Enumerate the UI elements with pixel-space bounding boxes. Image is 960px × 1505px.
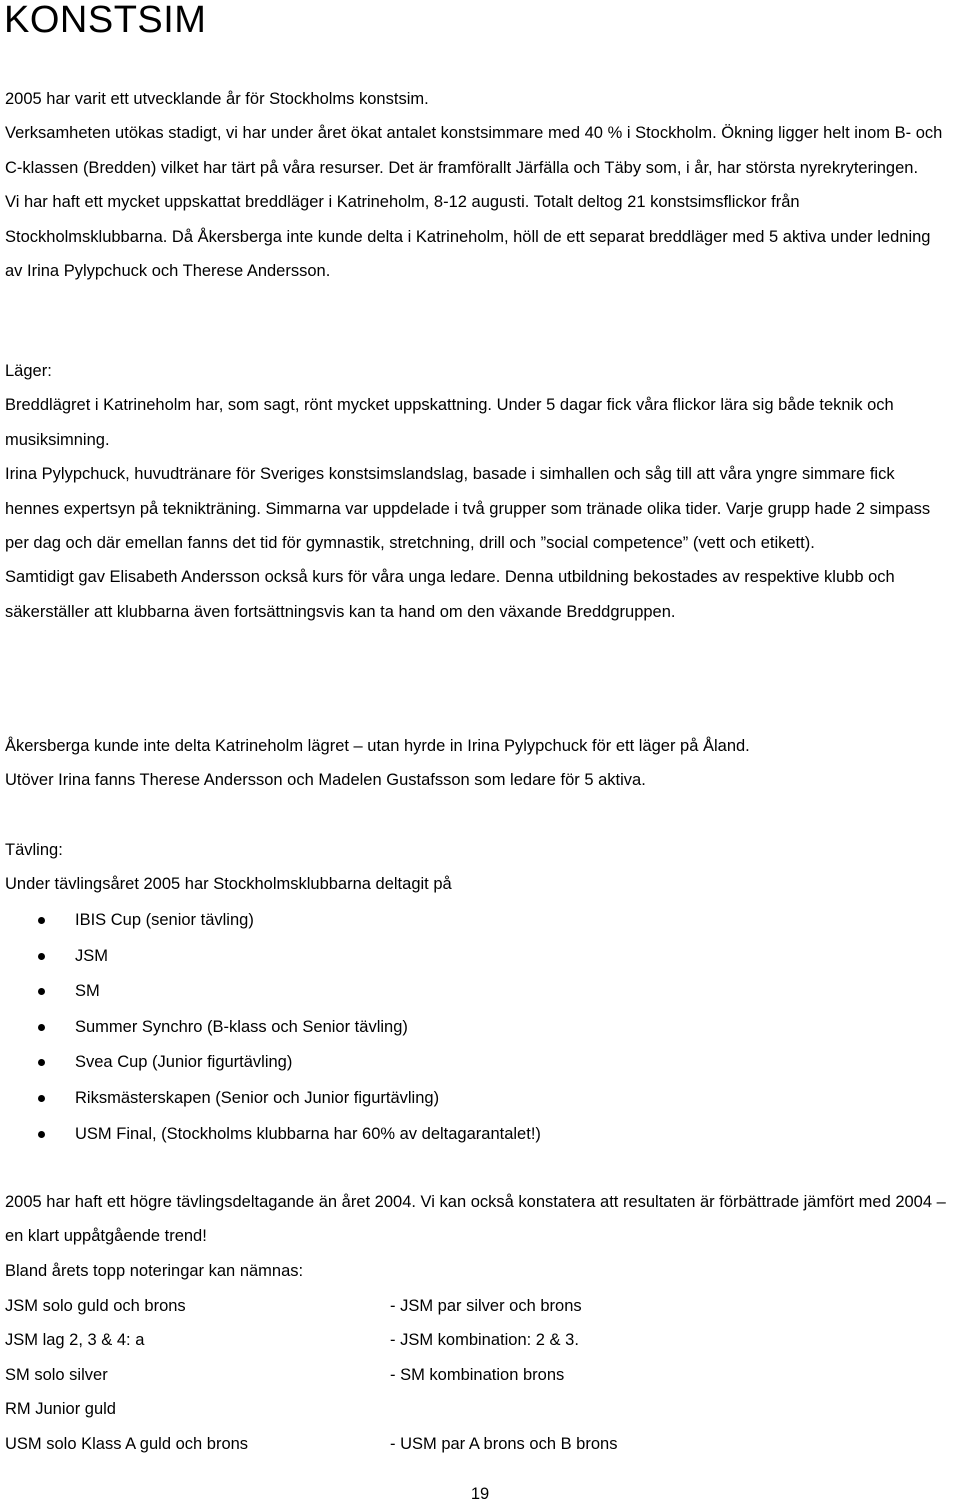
bullet-icon — [38, 953, 45, 960]
bullet-icon — [38, 988, 45, 995]
list-item: Riksmästerskapen (Senior och Junior figurtävling) — [0, 1081, 900, 1117]
results-table — [5, 1289, 905, 1461]
result-right: - SM kombination brons — [390, 1365, 565, 1384]
intro-paragraph: Verksamheten utökas stadigt, vi har under året ökat antalet konstsimmare med 40 % i Stockholm. Ökning ligger helt inom B- och C-klassen (Bredden) vilket har tärt på våra resurser. Det är framförallt Järfälla och Täby som, i år, har största nyrekryteringen. — [5, 124, 943, 177]
summary-paragraph: 2005 har haft ett högre tävlingsdeltagande än året 2004. Vi kan också konstatera att resultaten är förbättrade jämfört med 2004 – en klart uppåtgående trend! — [5, 1193, 946, 1246]
bullet-icon — [38, 1059, 45, 1066]
list-item: USM Final, (Stockholms klubbarna har 60% av deltagarantalet!) — [0, 1117, 900, 1153]
akersberga-paragraph: Utöver Irina fanns Therese Andersson och Madelen Gustafsson som ledare för 5 aktiva. — [5, 771, 646, 790]
table-row — [5, 1427, 905, 1461]
summary-section — [5, 1185, 950, 1288]
result-right: - JSM par silver och brons — [390, 1297, 582, 1315]
summary-paragraph: Bland årets topp noteringar kan nämnas: — [5, 1261, 304, 1280]
lager-heading: Läger: — [5, 362, 52, 380]
result-right: - USM par A brons och B brons — [390, 1434, 618, 1453]
table-row — [5, 1392, 905, 1426]
competition-list — [0, 903, 900, 1152]
list-item: Svea Cup (Junior figurtävling) — [0, 1045, 900, 1081]
intro-section — [5, 82, 950, 288]
result-left: RM Junior guld — [5, 1400, 116, 1419]
intro-paragraph: 2005 har varit ett utvecklande år för Stockholms konstsim. — [5, 90, 429, 108]
result-left: SM solo silver — [5, 1365, 108, 1384]
lager-paragraph: Irina Pylypchuck, huvudtränare för Sveriges konstsimslandslag, basade i simhallen och såg till att våra yngre simmare fick hennes expertsyn på teknikträning. Simmarna var uppdelade i två grupper som tränade olika tider. Varje grupp hade 2 simpass per dag och där emellan fanns det tid för gymnastik, stretchning, drill och ”social competence” (vett och etikett). — [5, 465, 931, 553]
result-left: JSM solo guld och brons — [5, 1297, 186, 1315]
lager-paragraph: Samtidigt gav Elisabeth Andersson också kurs för våra unga ledare. Denna utbildning bekostades av respektive klubb och säkerställer att klubbarna även fortsättningsvis kan ta hand om den växande Breddgruppen. — [5, 568, 895, 621]
bullet-icon — [38, 1095, 45, 1102]
intro-paragraph: Vi har haft ett mycket uppskattat breddläger i Katrineholm, 8-12 augusti. Totalt deltog 21 konstsimsflickor från Stockholmsklubbarna. Då Åkersberga inte kunde delta i Katrineholm, höll de ett separat breddläger med 5 aktiva under ledning av Irina Pylypchuck och Therese Andersson. — [5, 193, 931, 281]
list-item: IBIS Cup (senior tävling) — [0, 903, 900, 939]
table-row — [5, 1289, 905, 1323]
document-title: KONSTSIM — [4, 0, 207, 41]
tavling-heading: Tävling: — [5, 841, 63, 859]
akersberga-paragraph: Åkersberga kunde inte delta Katrineholm lägret – utan hyrde in Irina Pylypchuck för ett läger på Åland. — [5, 737, 750, 755]
table-row — [5, 1358, 905, 1392]
lager-paragraph: Breddlägret i Katrineholm har, som sagt, rönt mycket uppskattning. Under 5 dagar fick våra flickor lära sig både teknik och musiksimning. — [5, 396, 894, 449]
page-number: 19 — [470, 1485, 490, 1503]
result-left: USM solo Klass A guld och brons — [5, 1434, 249, 1453]
result-left: JSM lag 2, 3 & 4: a — [5, 1331, 145, 1350]
akersberga-section — [5, 729, 950, 798]
bullet-icon — [38, 917, 45, 924]
result-right: - JSM kombination: 2 & 3. — [390, 1331, 579, 1350]
bullet-icon — [38, 1131, 45, 1138]
list-item: JSM — [0, 939, 900, 975]
tavling-intro: Under tävlingsåret 2005 har Stockholmsklubbarna deltagit på — [5, 875, 452, 894]
tavling-section — [5, 833, 950, 902]
list-item: Summer Synchro (B-klass och Senior tävling) — [0, 1010, 900, 1046]
bullet-icon — [38, 1024, 45, 1031]
list-item: SM — [0, 974, 900, 1010]
table-row — [5, 1323, 905, 1357]
lager-section — [5, 354, 950, 629]
